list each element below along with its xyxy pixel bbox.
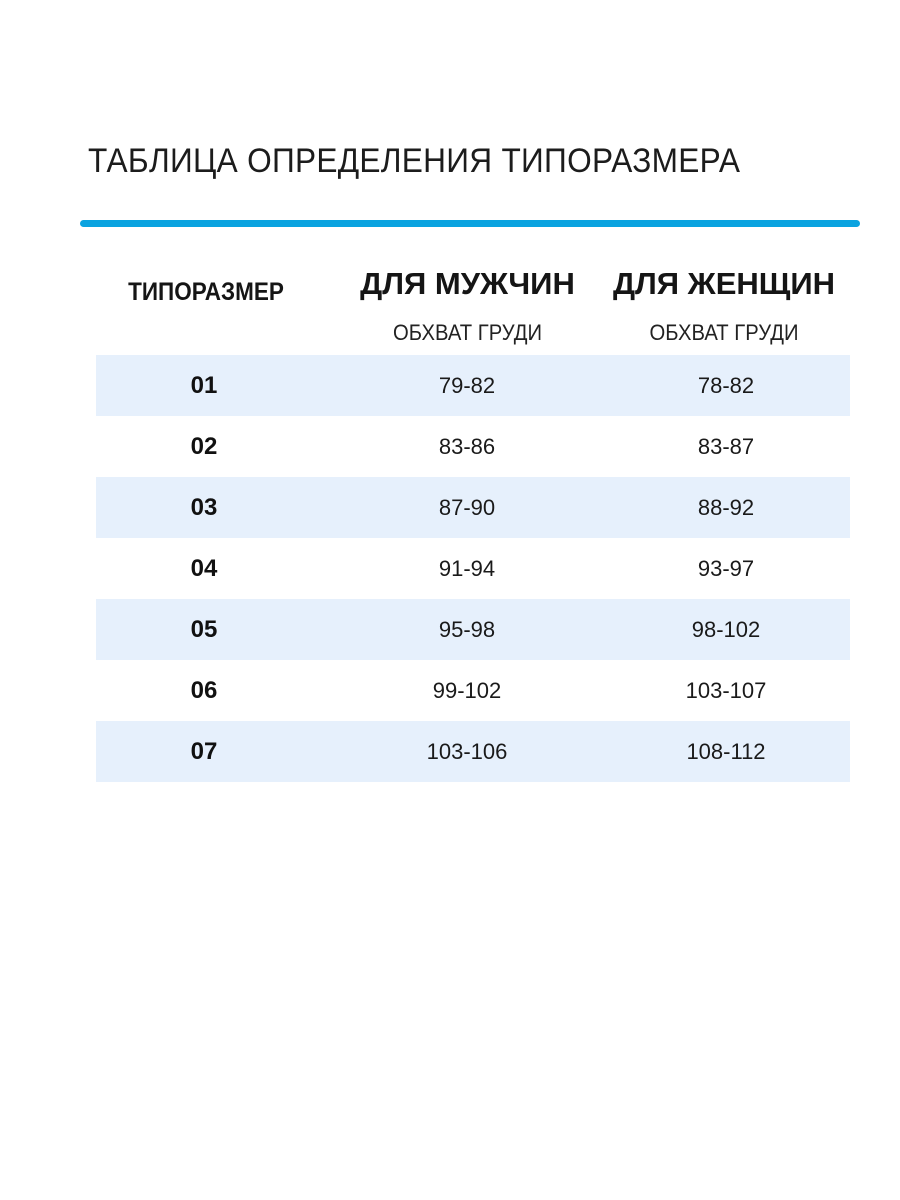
column-header-size: ТИПОРАЗМЕР: [128, 278, 284, 306]
size-cell: 01: [190, 371, 218, 399]
women-chest-cell: 83-87: [697, 433, 755, 459]
table-row: [96, 355, 850, 416]
women-chest-cell: 103-107: [685, 677, 767, 703]
men-chest-cell: 83-86: [438, 433, 496, 459]
men-chest-cell: 79-82: [438, 372, 496, 398]
women-chest-cell: 78-82: [697, 372, 755, 398]
size-cell: 02: [190, 432, 218, 460]
men-chest-cell: 99-102: [432, 677, 502, 703]
column-header-men: ДЛЯ МУЖЧИН: [360, 266, 575, 301]
size-cell: 03: [190, 493, 218, 521]
men-chest-cell: 91-94: [438, 555, 496, 581]
women-chest-cell: 93-97: [697, 555, 755, 581]
column-header-women: ДЛЯ ЖЕНЩИН: [612, 266, 836, 301]
table-row: [96, 538, 850, 599]
column-subheader-men: ОБХВАТ ГРУДИ: [392, 320, 543, 345]
size-cell: 06: [190, 676, 218, 704]
page-title: ТАБЛИЦА ОПРЕДЕЛЕНИЯ ТИПОРАЗМЕРА: [88, 142, 741, 180]
size-cell: 07: [190, 737, 218, 765]
table-row: [96, 416, 850, 477]
title-divider: [80, 220, 860, 227]
men-chest-cell: 103-106: [426, 738, 508, 764]
table-row: [96, 721, 850, 782]
column-subheader-women: ОБХВАТ ГРУДИ: [649, 320, 799, 345]
table-row: [96, 660, 850, 721]
size-cell: 04: [190, 554, 218, 582]
women-chest-cell: 98-102: [691, 616, 761, 642]
size-cell: 05: [190, 615, 218, 643]
men-chest-cell: 95-98: [438, 616, 496, 642]
women-chest-cell: 108-112: [686, 738, 766, 764]
size-table: [96, 355, 850, 782]
men-chest-cell: 87-90: [438, 494, 496, 520]
women-chest-cell: 88-92: [697, 494, 755, 520]
table-row: [96, 477, 850, 538]
table-row: [96, 599, 850, 660]
